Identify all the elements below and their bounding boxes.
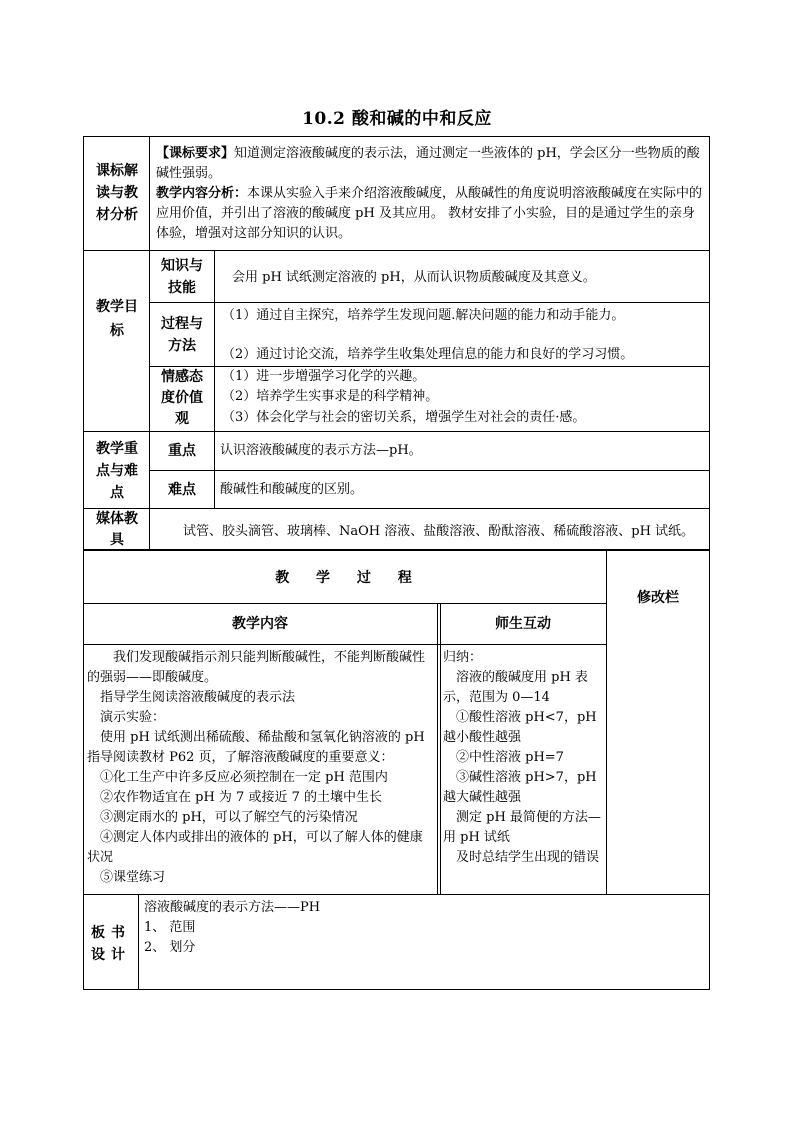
interaction-column-header: 师生互动 [495, 616, 551, 632]
section2-label: 教学目标 [96, 299, 138, 339]
board-design-label: 板书设计 [91, 925, 131, 963]
difficulty-text: 酸碱性和酸碱度的区别。 [220, 482, 364, 497]
teacher-student-interaction [443, 648, 603, 868]
interaction-line: ③碱性溶液 pH>7，pH 越大碱性越强 [443, 770, 597, 805]
section3-label: 教学重点与难点 [96, 441, 138, 501]
board-line: 1、 范围 [144, 920, 196, 935]
interaction-line: 归纳： [443, 650, 483, 665]
content-line: ②农作物适宜在 pH 为 7 或接近 7 的土壤中生长 [100, 790, 382, 805]
content-line: ③测定雨水的 pH，可以了解空气的污染情况 [100, 810, 358, 825]
media-tools-text: 试管、胶头滴管、玻璃棒、NaOH 溶液、盐酸溶液、酚酞溶液、稀硫酸溶液、pH 试纸。 [183, 524, 695, 539]
goal-text-emotion-1: （1）进一步增强学习化学的兴趣。 [222, 369, 426, 384]
process-header: 教 学 过 程 [275, 570, 414, 586]
teaching-content [87, 648, 433, 888]
goal-text-process-2: （2）通过讨论交流，培养学生收集处理信息的能力和良好的学习习惯。 [222, 347, 634, 362]
key-point-label: 重点 [168, 443, 196, 459]
key-point-text: 认识溶液酸碱度的表示方法—pH。 [220, 443, 422, 458]
difficulty-label: 难点 [168, 482, 196, 498]
page-title: 10.2 酸和碱的中和反应 [302, 109, 492, 129]
board-line: 溶液酸碱度的表示方法——PH [144, 900, 321, 915]
interaction-line: 测定 pH 最简便的方法—用 pH 试纸 [443, 810, 601, 845]
content-line: 使用 pH 试纸测出稀硫酸、稀盐酸和氢氧化钠溶液的 pH 指导阅读教材 P62 页，了解溶液酸碱度的重要意义： [87, 730, 425, 765]
interaction-line: ②中性溶液 pH=7 [456, 750, 564, 765]
interaction-line: ①酸性溶液 pH<7，pH 越小酸性越强 [443, 710, 597, 745]
content-line: ④测定人体内或排出的液体的 pH，可以了解人体的健康状况 [87, 830, 423, 865]
board-design-content [144, 898, 704, 958]
curriculum-analysis [156, 144, 706, 244]
goal-label-process: 过程与方法 [161, 316, 203, 354]
content-line: 我们发现酸碱指示剂只能判断酸碱性，不能判断酸碱性的强弱——即酸碱度。 [87, 650, 426, 685]
content-line: ①化工生产中许多反应必须控制在一定 pH 范围内 [100, 770, 388, 785]
content-label: 教学内容分析： [156, 186, 248, 201]
goal-text-emotion-3: （3）体会化学与社会的密切关系，增强学生对社会的责任·感。 [222, 410, 586, 425]
goal-text-knowledge: 会用 pH 试纸测定溶液的 pH，从而认识物质酸碱度及其意义。 [232, 270, 596, 285]
goal-label-knowledge: 知识与技能 [161, 258, 203, 296]
board-line: 2、 划分 [144, 940, 196, 955]
revision-column-header: 修改栏 [637, 590, 679, 606]
interaction-line: 溶液的酸碱度用 pH 表示，范围为 0—14 [443, 670, 588, 705]
kb-label: 【课标要求】 [156, 146, 235, 161]
content-text: 本课从实验入手来介绍溶液酸碱度，从酸碱性的角度说明溶液酸碱度在实际中的应用价值，并引出了溶液的酸碱度 pH 及其应用。 教材安排了小实验，目的是通过学生的亲身体验，增强对这部分知识的认识。 [156, 186, 703, 241]
interaction-line: 及时总结学生出现的错误 [456, 850, 600, 865]
goal-label-emotion: 情感态度价值观 [161, 369, 203, 427]
kb-text: 知道测定溶液酸碱度的表示法，通过测定一些液体的 pH，学会区分一些物质的酸碱性强弱。 [156, 146, 700, 181]
content-column-header: 教学内容 [232, 616, 288, 632]
content-line: 演示实验： [100, 710, 166, 725]
goal-text-process-1: （1）通过自主探究，培养学生发现问题.解决问题的能力和动手能力。 [222, 308, 625, 323]
section4-label: 媒体教具 [96, 511, 138, 548]
content-line: 指导学生阅读溶液酸碱度的表示法 [100, 690, 296, 705]
section1-label: 课标解读与教材分析 [96, 163, 138, 223]
content-line: ⑤课堂练习 [100, 870, 166, 885]
goal-text-emotion-2: （2）培养学生实事求是的科学精神。 [222, 389, 439, 404]
